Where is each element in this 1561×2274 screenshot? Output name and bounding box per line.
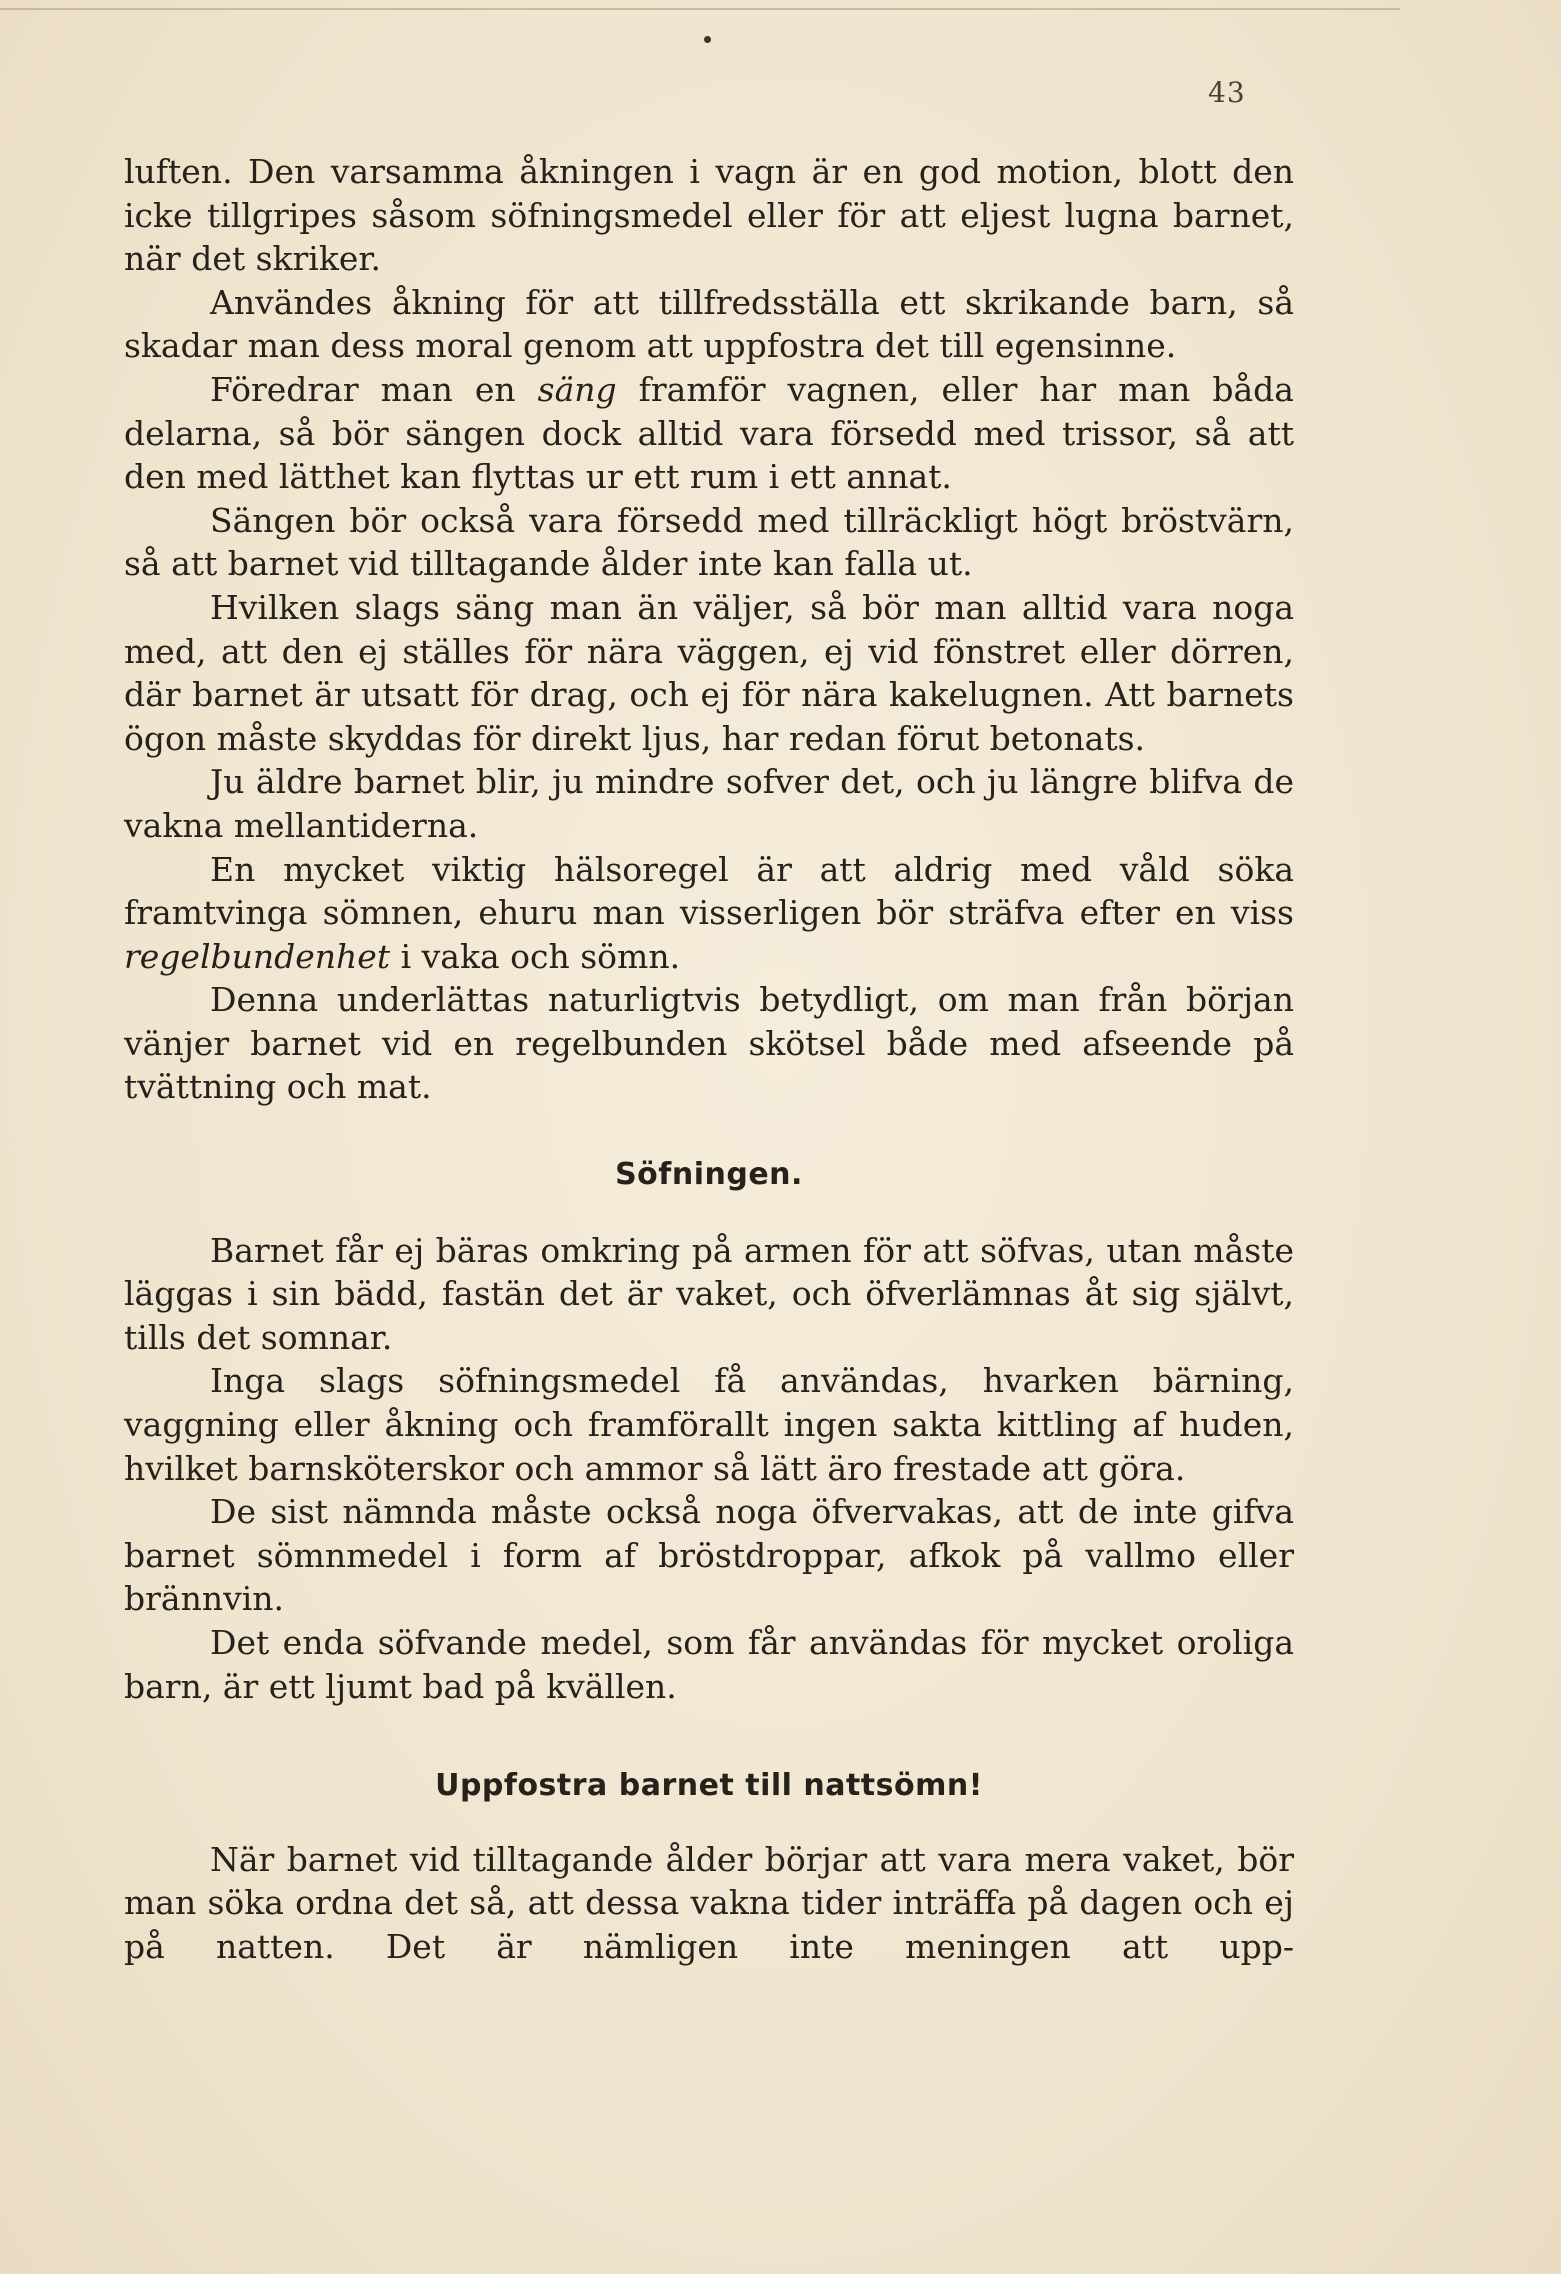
paragraph: De sist nämnda måste också noga öfvervakas, att de inte gifva barnet sömnmedel i form af bröstdroppar, afkok på vallmo eller brännvin.: [124, 1492, 1294, 1619]
paragraph: Det enda söfvande medel, som får användas för mycket oroliga barn, är ett ljumt bad på kvällen.: [124, 1623, 1294, 1706]
paragraph-text: En mycket viktig hälsoregel är att aldrig med våld söka framtvinga sömnen, ehuru man visserligen bör sträfva efter en viss: [124, 849, 1294, 933]
section-heading: Uppfostra barnet till nattsömn!: [435, 1768, 983, 1804]
paragraph: Barnet får ej bäras omkring på armen för att söfvas, utan måste läggas i sin bädd, fastän det är vaket, och öfverlämnas åt sig självt, tills det somnar.: [124, 1230, 1294, 1357]
paragraph: [124, 368, 1294, 499]
paragraph: Ju äldre barnet blir, ju mindre sofver det, och ju längre blifva de vakna mellantiderna.: [124, 762, 1294, 845]
section-heading: Söfningen.: [615, 1157, 803, 1193]
paragraph: [124, 848, 1294, 979]
paragraph-text: Föredrar man en: [210, 369, 516, 409]
paragraph: Denna underlättas naturligtvis betydligt, om man från början vänjer barnet vid en regelbunden skötsel både med afseende på tvättning och mat.: [124, 980, 1294, 1107]
paragraph: luften. Den varsamma åkningen i vagn är en god motion, blott den icke tillgripes såsom söfningsmedel eller för att eljest lugna barnet, när det skriker.: [124, 152, 1294, 279]
paragraph: Sängen bör också vara försedd med tillräckligt högt bröstvärn, så att barnet vid tilltagande ålder inte kan falla ut.: [124, 500, 1294, 584]
paragraph: Användes åkning för att tillfredsställa ett skrikande barn, så skadar man dess moral genom att uppfostra det till egensinne.: [124, 282, 1294, 366]
paragraph: Hvilken slags säng man än väljer, så bör man alltid vara noga med, att den ej ställes för nära väggen, ej vid fönstret eller dörren, där barnet är utsatt för drag, och ej för nära kakelugnen. Att barnets ögon måste skyddas för direkt ljus, har redan förut betonats.: [124, 587, 1294, 758]
paragraph-text: framför vagnen, eller har man båda delarna, så bör sängen dock alltid vara försedd med trissor, så att den med lätthet kan flyttas ur ett rum i ett annat.: [124, 369, 1294, 497]
paragraph: När barnet vid tilltagande ålder börjar att vara mera vaket, bör man söka ordna det så, att dessa vakna tider inträffa på dagen och ej på natten. Det är nämligen inte meningen att upp-: [124, 1839, 1294, 1966]
paragraph: Inga slags söfningsmedel få användas, hvarken bärning, vaggning eller åkning och framförallt ingen sakta kittling af huden, hvilket barnsköterskor och ammor så lätt äro frestade att göra.: [124, 1361, 1294, 1488]
body-text: [124, 150, 1294, 1969]
paragraph-text: i vaka och sömn.: [400, 936, 681, 976]
ink-dot-mark: [704, 36, 711, 43]
page-number: 43: [1208, 76, 1246, 109]
italic-term: regelbundenhet: [124, 936, 391, 976]
italic-term: säng: [537, 369, 617, 409]
top-edge-rule: [0, 8, 1400, 10]
